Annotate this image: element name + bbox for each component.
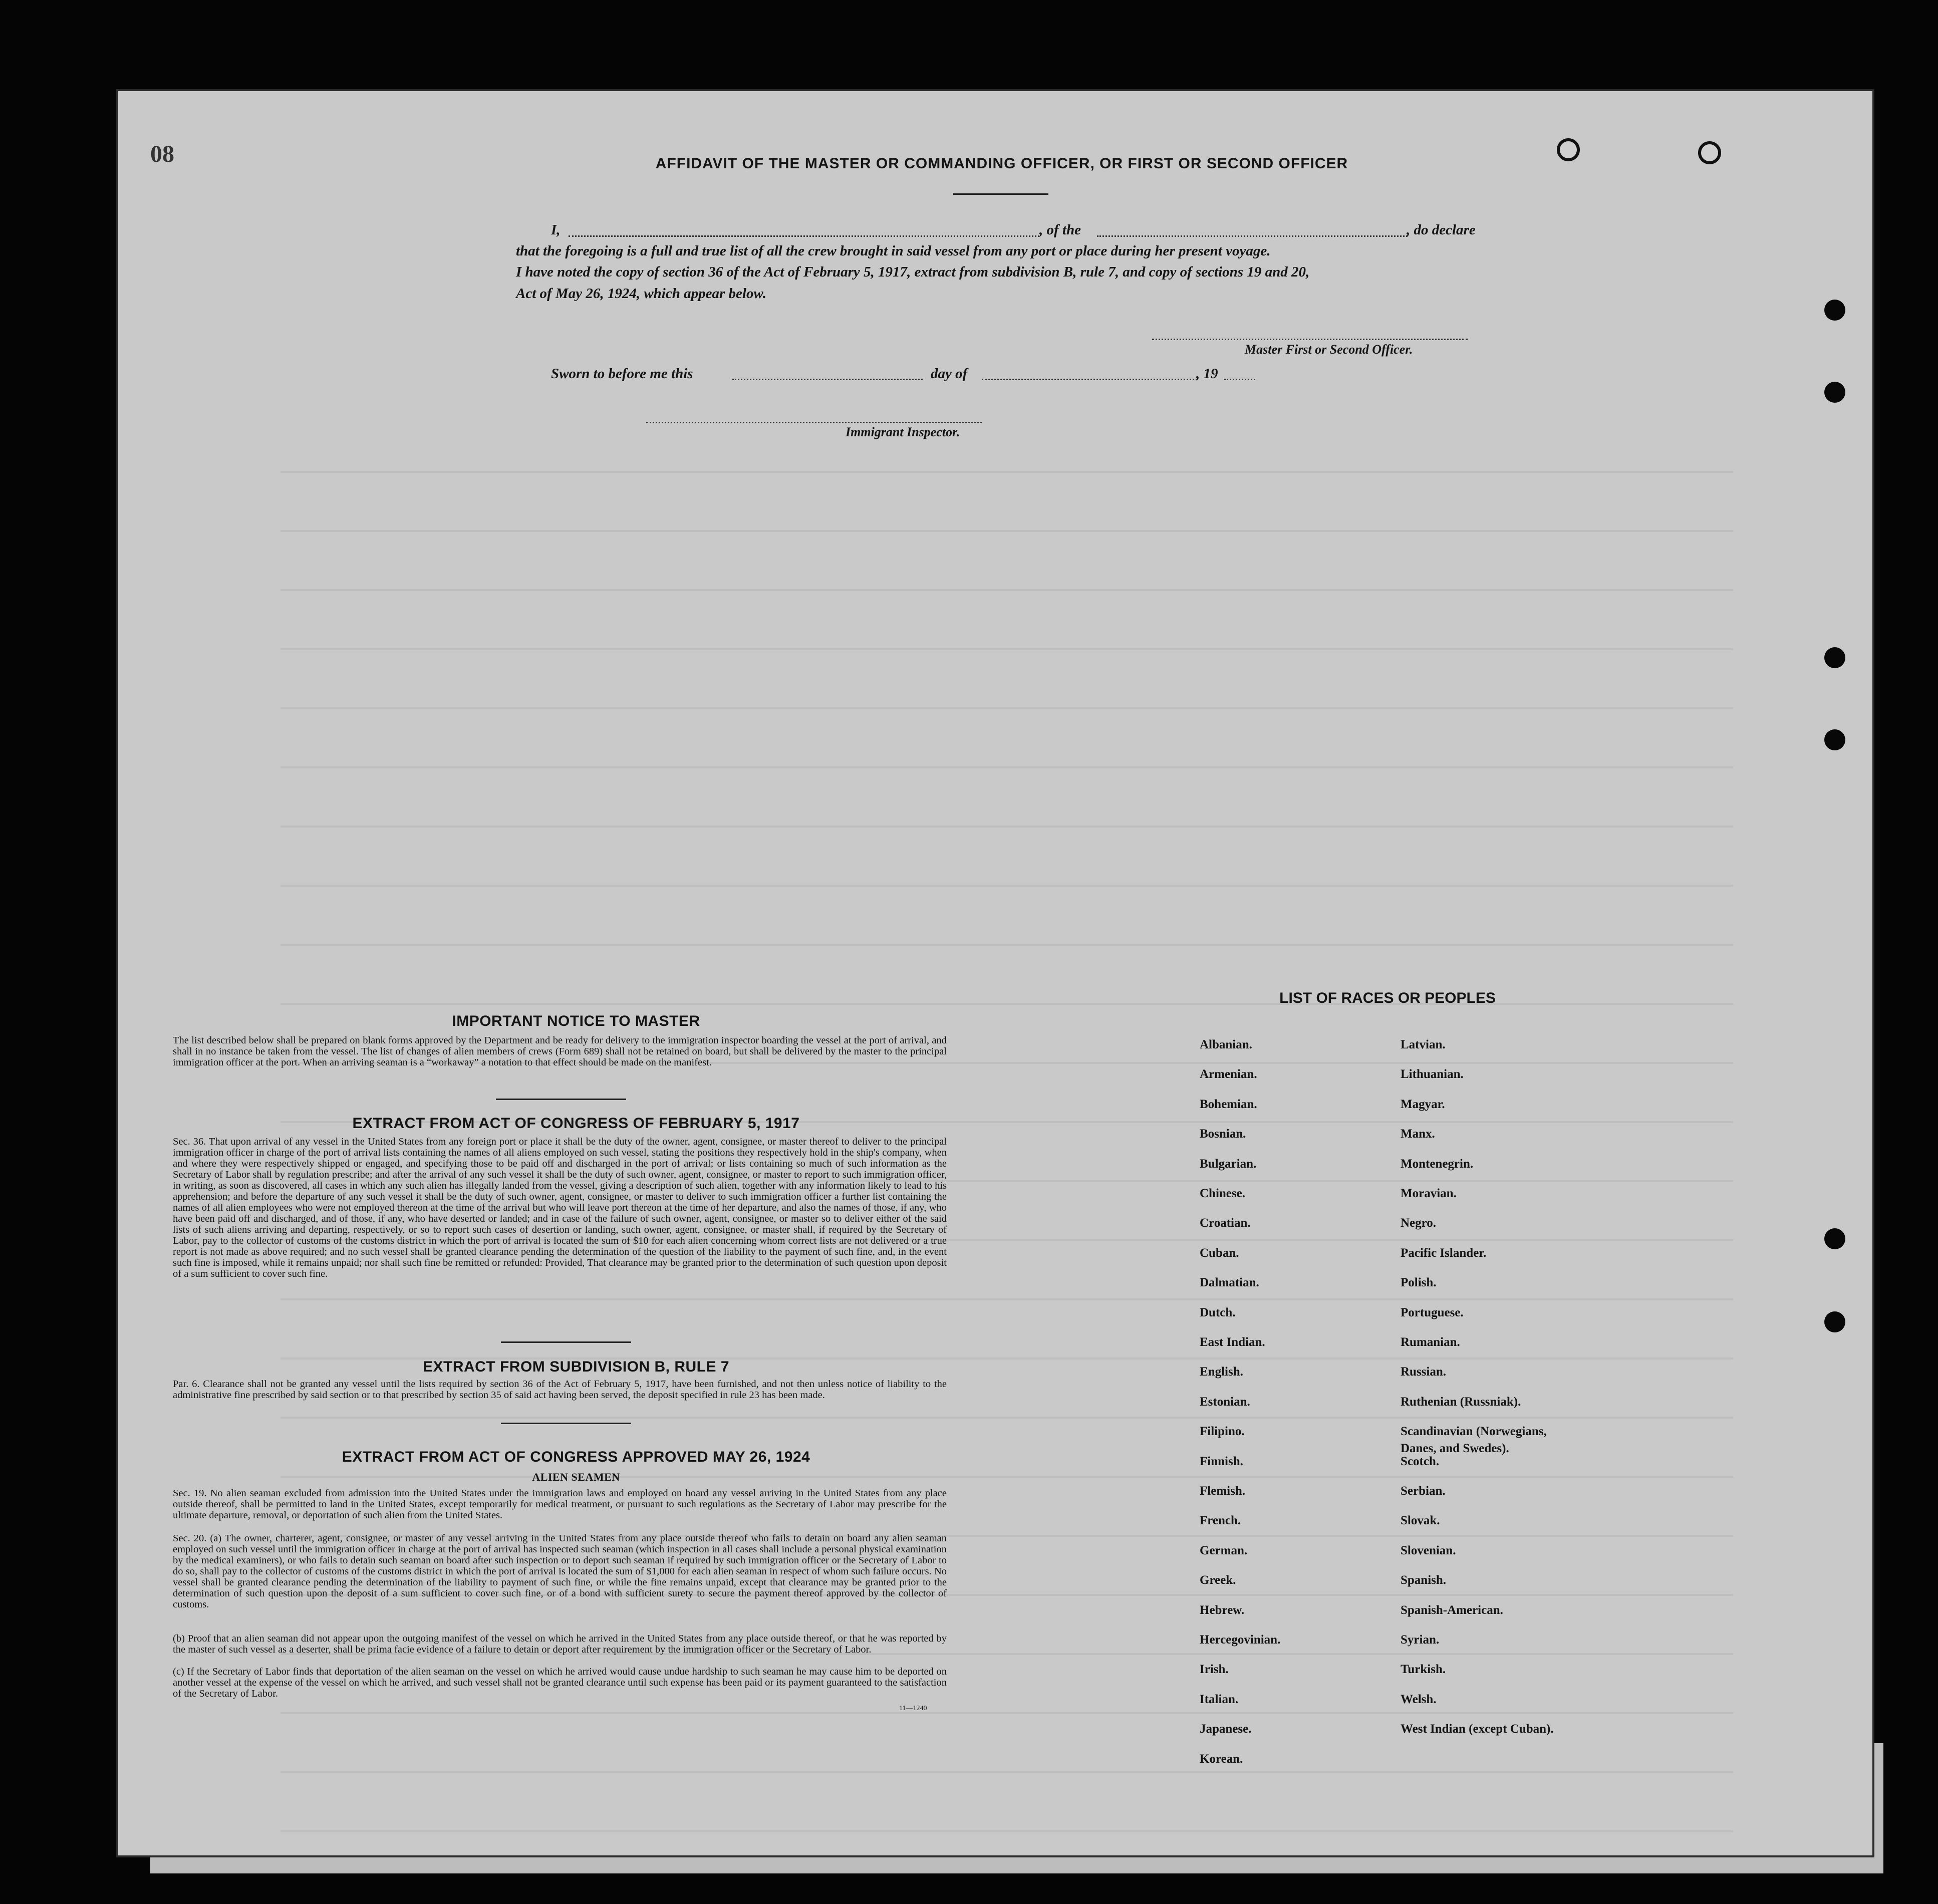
- vessel-field[interactable]: [1097, 235, 1408, 237]
- race-item: Croatian.: [1200, 1216, 1251, 1230]
- race-item: Moravian.: [1401, 1187, 1457, 1200]
- ghost-row: [281, 530, 1733, 532]
- eyelet: [1557, 138, 1580, 161]
- act-1924-sec20b: (b) Proof that an alien seaman did not appear upon the outgoing manifest of the vessel on which he arrived in the United States from any place outside thereof, or that he was reported by the master of such vessel as a deserter, shall be prima facie evidence of a failure to detain or deport after requirement by the immigration officer or the Secretary of Labor.: [173, 1633, 947, 1655]
- name-field[interactable]: [569, 235, 1039, 237]
- race-item: Finnish.: [1200, 1454, 1243, 1468]
- act-1924-sec20c: (c) If the Secretary of Labor finds that deportation of the alien seaman on the vessel on which he arrived would cause undue hardship to such seaman he may cause him to be deported on another vessel at the expense of the vessel on which he arrived, and such vessel shall not be granted clearance until such expense has been paid or its payment guaranteed to the satisfaction of the Secretary of Labor.: [173, 1666, 947, 1699]
- sworn-day-field[interactable]: [732, 379, 923, 380]
- divider: [501, 1423, 631, 1424]
- day-of-label: day of: [931, 366, 968, 382]
- race-item: Spanish.: [1401, 1573, 1447, 1587]
- ghost-row: [281, 766, 1733, 768]
- act-1924-title: EXTRACT FROM ACT OF CONGRESS APPROVED MAY 26, 1924: [342, 1449, 810, 1465]
- race-item: Chinese.: [1200, 1187, 1245, 1200]
- divider: [501, 1341, 631, 1343]
- punch-hole: [1824, 647, 1845, 668]
- ghost-row: [281, 1830, 1733, 1832]
- race-item: Manx.: [1401, 1127, 1435, 1141]
- affidavit-line-3: I have noted the copy of section 36 of the Act of February 5, 1917, extract from subdivision B, rule 7, and copy of sections 19 and 20,: [516, 264, 1310, 280]
- race-item: German.: [1200, 1543, 1248, 1557]
- divider: [496, 1099, 626, 1100]
- ghost-row: [281, 1417, 1733, 1419]
- punch-hole: [1824, 382, 1845, 403]
- race-item: Scotch.: [1401, 1454, 1440, 1468]
- race-item: Cuban.: [1200, 1246, 1239, 1260]
- race-item: Hebrew.: [1200, 1603, 1245, 1617]
- ghost-row: [281, 1298, 1733, 1300]
- act-1924-subtitle: ALIEN SEAMEN: [532, 1471, 620, 1483]
- subdiv-b-text: Par. 6. Clearance shall not be granted any vessel until the lists required by section 36 of the Act of February 5, 1917, have been furnished, and not then unless notice of liability to the administrative fine prescribed by said section or to that prescribed by section 35 of said act having been served, the deposit specified in rule 23 has been made.: [173, 1379, 947, 1401]
- inspector-caption: Immigrant Inspector.: [846, 425, 960, 439]
- race-item: Lithuanian.: [1401, 1067, 1464, 1081]
- sworn-year-field[interactable]: [1224, 379, 1255, 380]
- inspector-signature-field[interactable]: [646, 422, 982, 423]
- race-item: Hercegovinian.: [1200, 1633, 1281, 1647]
- race-item: Welsh.: [1401, 1692, 1437, 1706]
- ghost-row: [281, 648, 1733, 650]
- notice-text: The list described below shall be prepared on blank forms approved by the Department and be ready for delivery to the immigration inspector boarding the vessel at the port of arrival, and shall in no instance be taken from the vessel. The list of changes of alien members of crews (Form 689) shall not be retained on board, but shall be delivered by the master to the principal immigration officer at the port. When an arriving seaman is a “workaway” a notation to that effect should be made on the manifest.: [173, 1035, 947, 1068]
- race-item: Pacific Islander.: [1401, 1246, 1487, 1260]
- race-item: Montenegrin.: [1401, 1157, 1474, 1171]
- i-label: I,: [551, 222, 561, 238]
- race-item: Dalmatian.: [1200, 1276, 1259, 1290]
- race-item: Scandinavian (Norwegians,: [1401, 1425, 1547, 1439]
- race-item: Russian.: [1401, 1365, 1447, 1379]
- race-item: Korean.: [1200, 1752, 1243, 1766]
- race-item: French.: [1200, 1514, 1241, 1528]
- race-item: West Indian (except Cuban).: [1401, 1722, 1554, 1736]
- punch-hole: [1824, 1228, 1845, 1249]
- race-item: Greek.: [1200, 1573, 1236, 1587]
- race-item: Danes, and Swedes).: [1401, 1442, 1509, 1456]
- race-item: Japanese.: [1200, 1722, 1252, 1736]
- divider: [953, 193, 1048, 195]
- races-title: LIST OF RACES OR PEOPLES: [1279, 990, 1496, 1006]
- affidavit-title: AFFIDAVIT OF THE MASTER OR COMMANDING OFFICER, OR FIRST OR SECOND OFFICER: [655, 155, 1348, 172]
- race-item: Turkish.: [1401, 1663, 1446, 1677]
- race-item: Irish.: [1200, 1663, 1229, 1677]
- ghost-row: [281, 707, 1733, 709]
- affidavit-line-4: Act of May 26, 1924, which appear below.: [516, 286, 766, 302]
- ghost-row: [281, 944, 1733, 946]
- act-1924-sec19: Sec. 19. No alien seaman excluded from admission into the United States under the immigration laws and employed on board any vessel arriving in the United States from any place outside thereof, shall be permitted to land in the United States, except temporarily for medical treatment, or pursuant to such regulations as the Secretary of Labor may prescribe for the ultimate departure, removal, or deportation of such alien from the United States.: [173, 1488, 947, 1521]
- year-label: , 19: [1196, 366, 1218, 382]
- notice-title: IMPORTANT NOTICE TO MASTER: [452, 1013, 700, 1029]
- eyelet: [1698, 141, 1721, 164]
- punch-hole: [1824, 729, 1845, 750]
- race-item: Bohemian.: [1200, 1097, 1257, 1111]
- race-item: Spanish-American.: [1401, 1603, 1503, 1617]
- race-item: Syrian.: [1401, 1633, 1440, 1647]
- race-item: Slovenian.: [1401, 1543, 1456, 1557]
- punch-hole: [1824, 1311, 1845, 1332]
- race-item: Armenian.: [1200, 1067, 1257, 1081]
- page-mark: 08: [150, 141, 174, 167]
- race-item: Latvian.: [1401, 1038, 1446, 1051]
- ghost-row: [281, 826, 1733, 828]
- ghost-row: [281, 1712, 1733, 1714]
- race-item: Filipino.: [1200, 1425, 1245, 1439]
- race-item: Portuguese.: [1401, 1305, 1464, 1319]
- race-item: Italian.: [1200, 1692, 1239, 1706]
- form-code: 11—1240: [899, 1705, 927, 1712]
- act-1917-text: Sec. 36. That upon arrival of any vessel in the United States from any foreign port or place it shall be the duty of the owner, agent, consignee, or master thereof to deliver to the principal immigration officer in charge of the port of arrival lists containing the names of all aliens employed on such vessel, stating the positions they respectively hold in the ship's company, when and where they were respectively shipped or engaged, and specifying those to be paid off and discharged in the port of arrival; or lists containing so much of such information as the Secretary of Labor shall by regulation prescribe; and after the arrival of any such vessel it shall be the duty of such owner, agent, consignee, or master to report to such immigration officer, in writing, as soon as discovered, all cases in which any such alien has illegally landed from the vessel, giving a description of such alien, together with any information likely to lead to his apprehension; and before the departure of any such vessel it shall be the duty of such owner, agent, consignee, or master to deliver to such immigration officer a further list containing the names of all alien employees who were not employed thereon at the time of the arrival but who will leave port thereon at the time of her departure, and also the names of those, if any, who have been paid off and discharged, and of those, if any, who have deserted or landed; and in case of the failure of such owner, agent, consignee, or master so to deliver either of the said lists of such aliens arriving and departing, respectively, or so to report such cases of desertion or landing, such owner, agent, consignee, or master shall, if required by the Secretary of Labor, pay to the collector of customs of the customs district in which the port of arrival is located the sum of $10 for each alien concerning whom correct lists are not delivered or a true report is not made as above required; and no such vessel shall be granted clearance pending the determination of the question of the liability to the payment of such fine, and, in the event such fine is imposed, while it remains unpaid; nor shall such fine be remitted or refunded: Provided, That clearance may be granted prior to the determination of such question upon deposit of a sum sufficient to cover such fine.: [173, 1136, 947, 1279]
- race-item: Albanian.: [1200, 1038, 1252, 1051]
- race-item: Negro.: [1401, 1216, 1437, 1230]
- race-item: Rumanian.: [1401, 1335, 1460, 1349]
- sworn-month-field[interactable]: [982, 379, 1197, 380]
- race-item: Estonian.: [1200, 1395, 1250, 1409]
- affidavit-line-2: that the foregoing is a full and true list of all the crew brought in said vessel from any port or place during her present voyage.: [516, 243, 1271, 259]
- race-item: English.: [1200, 1365, 1243, 1379]
- act-1917-title: EXTRACT FROM ACT OF CONGRESS OF FEBRUARY 5, 1917: [352, 1115, 800, 1132]
- do-declare-label: , do declare: [1407, 222, 1476, 238]
- ghost-row: [281, 589, 1733, 591]
- act-1924-sec20a: Sec. 20. (a) The owner, charterer, agent, consignee, or master of any vessel arriving in the United States from any place outside thereof who fails to detain on board any alien seaman employed on such vessel until the immigration officer in charge at the port of arrival has inspected such seaman (which inspection in all cases shall include a personal physical examination by the medical examiners), or who fails to detain such seaman on board after such inspection or to deport such seaman if required by such immigration officer or the Secretary of Labor to do so, shall pay to the collector of customs of the customs district in which the port of arrival is located the sum of $1,000 for each alien seaman in respect of whom such failure occurs. No vessel shall be granted clearance pending the determination of the liability to payment of such fine, or while the fine remains unpaid, except that clearance may be granted prior to the determination of such question upon the deposit of a sum sufficient to cover such fine, or of a bond with sufficient surety to secure the payment thereof approved by the collector of customs.: [173, 1533, 947, 1610]
- race-item: Serbian.: [1401, 1484, 1446, 1498]
- race-item: Magyar.: [1401, 1097, 1445, 1111]
- of-the-label: , of the: [1039, 222, 1081, 238]
- race-item: East Indian.: [1200, 1335, 1265, 1349]
- race-item: Flemish.: [1200, 1484, 1245, 1498]
- ghost-row: [281, 1771, 1733, 1773]
- ghost-row: [281, 1003, 1733, 1005]
- subdiv-b-title: EXTRACT FROM SUBDIVISION B, RULE 7: [422, 1358, 730, 1375]
- race-item: Slovak.: [1401, 1514, 1440, 1528]
- punch-hole: [1824, 300, 1845, 321]
- master-caption: Master First or Second Officer.: [1245, 342, 1413, 357]
- ghost-row: [281, 471, 1733, 473]
- master-signature-field[interactable]: [1152, 339, 1468, 340]
- ghost-row: [281, 885, 1733, 887]
- race-item: Dutch.: [1200, 1305, 1236, 1319]
- sworn-label: Sworn to before me this: [551, 366, 693, 382]
- race-item: Polish.: [1401, 1276, 1437, 1290]
- race-item: Bulgarian.: [1200, 1157, 1257, 1171]
- race-item: Ruthenian (Russniak).: [1401, 1395, 1521, 1409]
- race-item: Bosnian.: [1200, 1127, 1246, 1141]
